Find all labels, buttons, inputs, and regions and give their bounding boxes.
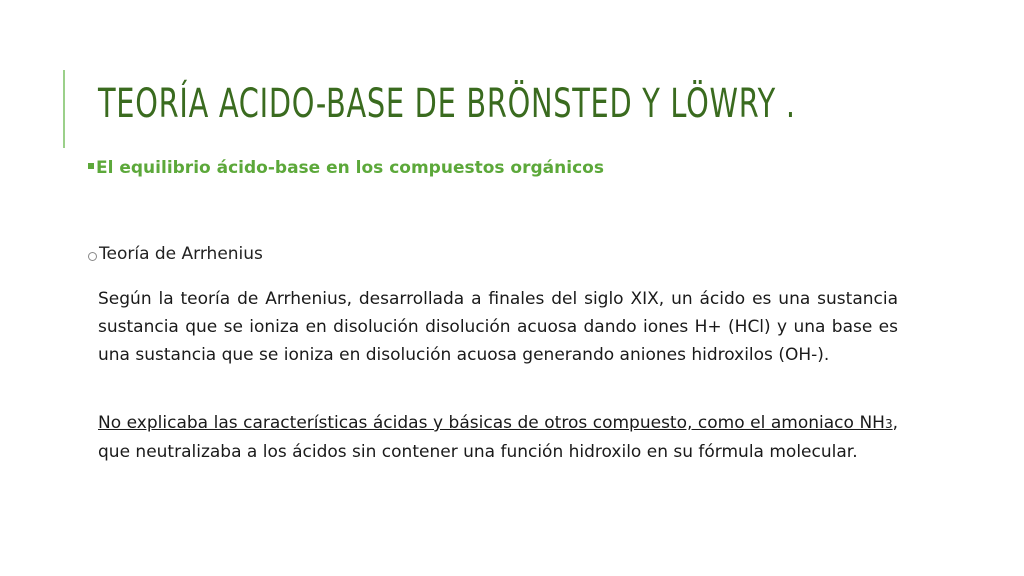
paragraph-limitation: [98, 409, 898, 466]
subtitle-bullet-item: [88, 158, 604, 178]
paragraph-limitation-rest: , que neutralizaba a los ácidos sin contener una función hidroxilo en su fórmula molecular.: [98, 413, 898, 462]
subtitle-text: El equilibrio ácido-base en los compuestos orgánicos: [96, 158, 604, 178]
subscript-three: 3: [884, 417, 893, 431]
bullet-text: Teoría de Arrhenius: [99, 244, 263, 264]
square-bullet-icon: [88, 163, 94, 169]
paragraph-arrhenius-definition: Según la teoría de Arrhenius, desarrollada a finales del siglo XIX, un ácido es una sustancia sustancia que se ioniza en disolución disolución acuosa dando iones H+ (HCl) y una base es una sustancia que se ioniza en disolución acuosa generando aniones hidroxilos (OH-).: [98, 289, 898, 365]
underlined-text: [98, 413, 893, 433]
underlined-text-main: No explicaba las características ácidas y básicas de otros compuesto, como el amoniaco NH: [98, 413, 885, 433]
circle-bullet-icon: [88, 252, 97, 261]
slide-title: TEORÍA ACIDO-BASE DE BRÖNSTED Y LÖWRY .: [98, 81, 796, 127]
accent-bar: [63, 70, 65, 148]
bullet-item-arrhenius: [88, 244, 263, 264]
